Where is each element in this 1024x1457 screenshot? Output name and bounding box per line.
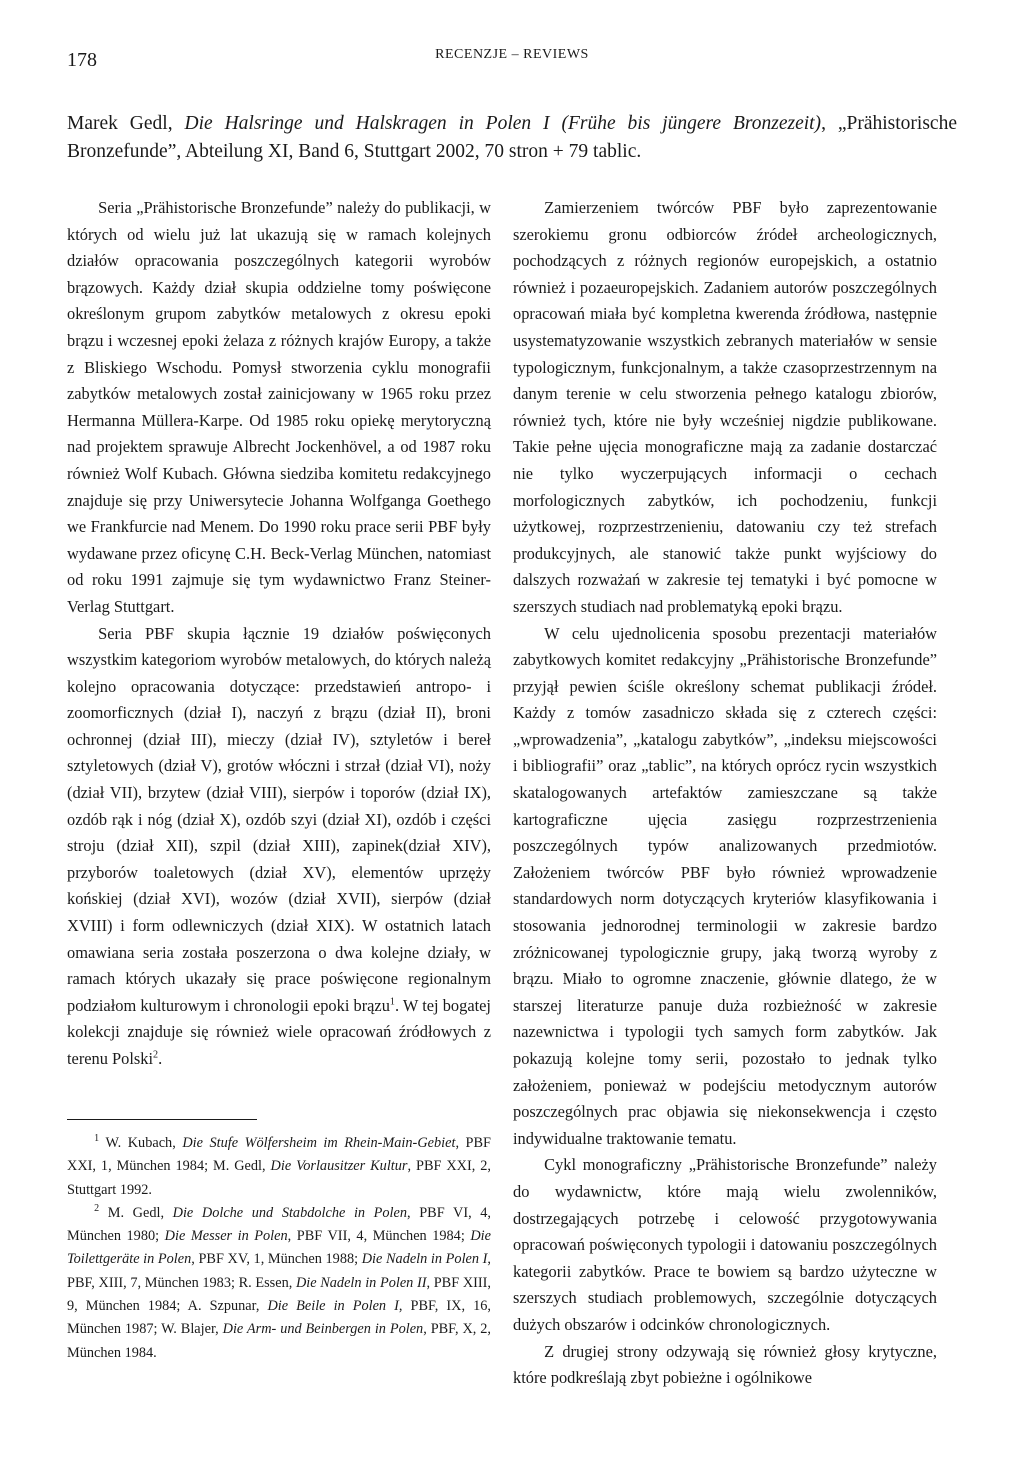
running-head: RECENZJE – REVIEWS (435, 47, 589, 62)
footnotes (67, 1132, 491, 1365)
paragraph: Z drugiej strony odzywają się również głosy krytyczne, które podkreślają zbyt pobieżne i ogólnikowe (513, 1341, 937, 1388)
right-column (513, 195, 937, 1392)
review-bibliographic-entry (67, 110, 957, 166)
footnote-ref[interactable]: 2 (153, 1049, 159, 1061)
footnote-2: $^2$ M. Gedl, Die Dolche und Stabdolche in Polen, PBF VI, 4, München 1980; Die Messer in Polen, PBF VII, 4, München 1984; Die Toilettgeräte in Polen, PBF XV, 1, München 1988; Die Nadeln in Polen I, PBF, XIII, 7, München 1983; R. Essen, Die Nadeln in Polen II, PBF XIII, 9, München 1984; A. Szpunar, Die Beile in Polen I, PBF, IX, 16, München 1987; W. Blajer, Die Arm- und Beinbergen in Polen, PBF, X, 2, München 1984. (67, 1203, 492, 1361)
reviewed-title: Die Halsringe und Halskragen in Polen I (Frühe bis jüngere Bronzezeit) (184, 113, 822, 134)
paragraph: Zamierzeniem twórców PBF było zaprezentowanie szerokiemu gronu odbiorców źródeł archeologicznych, pochodzących z różnych regionów europejskich, a ostatnio również i pozaeuropejskich. Zadaniem autorów poszczególnych opracowań miała być kompletna kwerenda źródłowa, następnie usystematyzowanie wszystkich zebranych materiałów w sensie typologicznym, funkcjonalnym, a także czasoprzestrzennym na danym terenie w celu stworzenia pełnego katalogu zbiorów, również tych, które nie były wcześniej nigdzie publikowane. Takie pełne ujęcia monograficzne mają za zadanie dostarczać nie tylko wyczerpujących informacji o cechach morfologicznych zabytków, ich pochodzeniu, funkcji użytkowej, rozprzestrzenieniu, datowaniu czy też strefach produkcyjnych, ale stanowić także punkt wyjściowy do dalszych rozważań w zakresie tej tematyki i być pomocne w szerszych studiach nad problematyką epoki brązu. (513, 198, 937, 616)
left-column (67, 195, 491, 1073)
paragraph: Seria „Prähistorische Bronzefunde” należy do publikacji, w których od wielu już lat ukazują się w ramach kolejnych działów opracowania poszczególnych kategorii wyrobów brązowych. Każdy dział skupia oddzielne tomy poświęcone określonym grupom zabytków metalowych z okresu epoki brązu i wczesnej epoki żelaza z różnych krajów Europy, a także z Bliskiego Wschodu. Pomysł stworzenia cyklu monografii zabytków metalowych został zainicjowany w 1965 roku przez Hermanna Müllera-Karpe. Od 1985 roku opiekę merytoryczną nad projektem sprawuje Albrecht Jockenhövel, a od 1987 roku również Wolf Kubach. Główna siedziba komitetu redakcyjnego znajduje się przy Uniwersytecie Johanna Wolfganga Goethego we Frankfurcie nad Menem. Do 1990 roku prace serii PBF były wydawane przez oficynę C.H. Beck-Verlag München, natomiast od roku 1991 zajmuje się tym wydawnictwo Franz Steiner-Verlag Stuttgart. (67, 198, 491, 616)
footnote-divider (67, 1119, 257, 1120)
paragraph: W celu ujednolicenia sposobu prezentacji materiałów zabytkowych komitet redakcyjny „Prähistorische Bronzefunde” przyjął pewien ściśle określony schemat publikacji źródeł. Każdy z tomów zasadniczo składa się z czterech części: „wprowadzenia”, „katalogu zabytków”, „indeksu miejscowości i bibliografii” oraz „tablic”, na których oprócz rycin wszystkich skatalogowanych artefaktów zamieszczane są także kartograficzne ujęcia zasięgu rozprzestrzenienia poszczególnych typów analizowanych przedmiotów. Założeniem twórców PBF było również wprowadzenie standardowych norm dotyczących kryteriów klasyfikowania i stosowania jednorodnej terminologii w zakresie bardzo zróżnicowanej typologicznie grupy, jaką tworzą wyroby z brązu. Miało to ogromne znaczenie, głównie dlatego, że w starszej literaturze panuje duża rozbieżność w zakresie nazewnictwa i typologii tych samych form zabytków. Jak pokazują kolejne tomy serii, pozostało to jednak tylko założeniem, ponieważ w podejściu metodycznym autorów poszczególnych prac objawia się niekonsekwencja i często indywidualne traktowanie tematu. (513, 623, 937, 1148)
footnote-1: $^1$ W. Kubach, Die Stufe Wölfersheim im Rhein-Main-Gebiet, PBF XXI, 1, München 1984; M. Gedl, Die Vorlausitzer Kultur, PBF XXI, 2, Stuttgart 1992. (67, 1133, 491, 1198)
footnote-ref[interactable]: 1 (389, 996, 395, 1008)
paragraph: Cykl monograficzny „Prähistorische Bronzefunde” należy do wydawnictw, które mają wielu zwolenników, dostrzegających potrzebę i celowość przygotowywania opracowań poświęconych typologii i datowaniu poszczególnych kategorii zabytków. Prace te bowiem są bardzo użyteczne w szerszych studiach problemowych, szczególnie dotyczących dużych obszarów i odcinków chronologicznych. (513, 1155, 937, 1334)
reviewed-series-info: , „Prähistorische Bronzefunde”, Abteilung XI, Band 6, Stuttgart 2002, 70 stron + 79 tablic. (67, 113, 957, 162)
paragraph: Seria PBF skupia łącznie 19 działów poświęconych wszystkim kategoriom wyrobów metalowych, do których należą kolejno opracowania dotyczące: przedstawień antropo- i zoomorficznych (dział I), naczyń z brązu (dział II), broni ochronnej (dział III), mieczy (dział IV), sztyletów i bereł sztyletowych (dział V), grotów włóczni i strzał (dział VI), noży (dział VII), brzytew (dział VIII), sierpów i toporów (dział IX), ozdób rąk i nóg (dział X), ozdób szyi (dział XI), ozdób i części stroju (dział XII), szpil (dział XIII), zapinek(dział XIV), przyborów toaletowych (dział XV), elementów uprzęży końskiej (dział XVI), wozów (dział XVII), sierpów (dział XVIII) i form odlewniczych (dział XIX). W ostatnich latach omawiana seria została poszerzona o dwa kolejne działy, w ramach których ukazały się prace poświęcone regionalnym podziałom kulturowym i chronologii epoki brązu$^1$. W tej bogatej kolekcji znajduje się również wiele opracowań źródłowych z terenu Polski$^2$. (67, 623, 491, 1068)
reviewed-author: Marek Gedl, (67, 113, 185, 134)
page-number: 178 (67, 49, 97, 71)
